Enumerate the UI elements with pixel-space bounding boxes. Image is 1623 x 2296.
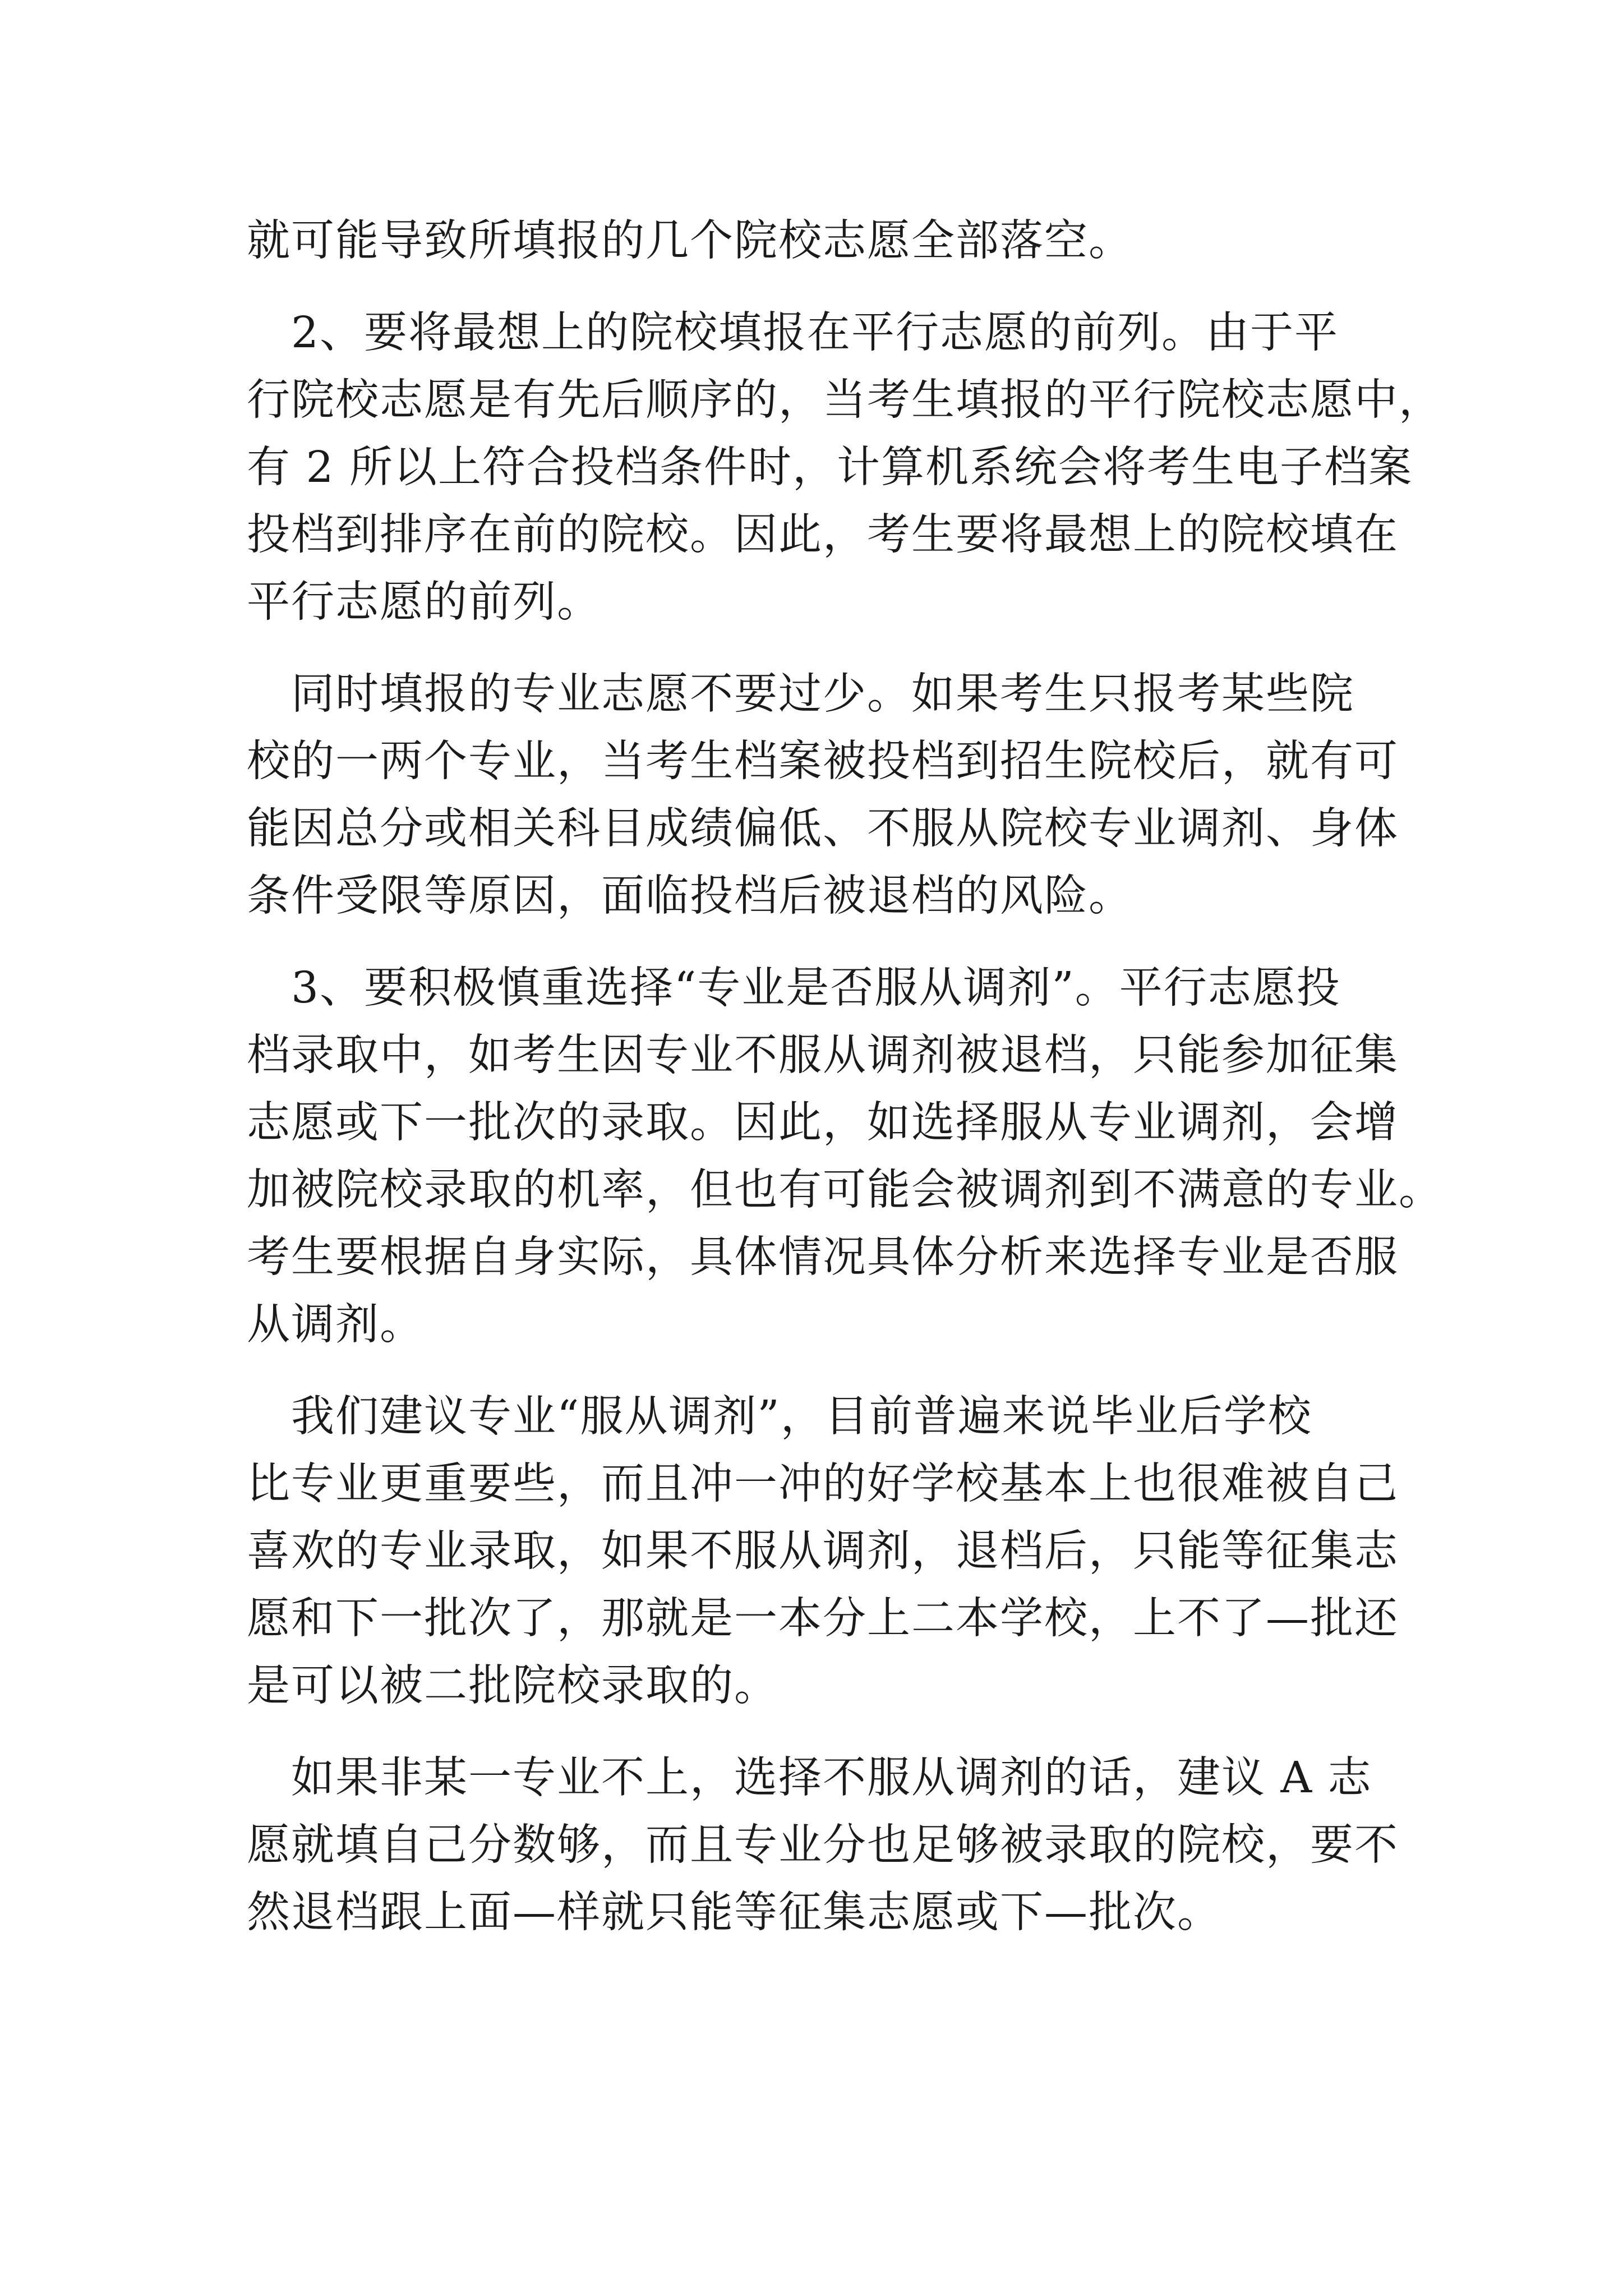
text-line: 平行志愿的前列。 (247, 577, 601, 627)
text-line: 从调剂。 (247, 1300, 424, 1350)
text-line: 然退档跟上面—样就只能等征集志愿或下—批次。 (247, 1888, 1221, 1938)
text-line: 加被院校录取的机率，但也有可能会被调剂到不满意的专业。 (247, 1165, 1443, 1215)
text-line: 喜欢的专业录取，如果不服从调剂，退档后，只能等征集志 (247, 1526, 1399, 1576)
text-line: 有 2 所以上符合投档条件时，计算机系统会将考生电子档案 (247, 443, 1413, 493)
text-line: 能因总分或相关科目成绩偏低、不服从院校专业调剂、身体 (247, 804, 1399, 854)
text-line: 条件受限等原因，面临投档后被退档的风险。 (247, 871, 1133, 921)
text-line: 考生要根据自身实际，具体情况具体分析来选择专业是否服 (247, 1232, 1399, 1282)
text-line: 3、要积极慎重选择“专业是否服从调剂”。平行志愿投 (247, 963, 1341, 1013)
text-line: 同时填报的专业志愿不要过少。如果考生只报考某些院 (247, 669, 1354, 719)
text-line: 我们建议专业“服从调剂”，目前普遍来说毕业后学校 (247, 1392, 1312, 1442)
text-line: 行院校志愿是有先后顺序的，当考生填报的平行院校志愿中， (247, 375, 1443, 425)
body-text (247, 208, 1443, 1947)
text-line: 投档到排序在前的院校。因此，考生要将最想上的院校填在 (247, 510, 1399, 560)
text-line: 是可以被二批院校录取的。 (247, 1661, 778, 1711)
text-line: 愿就填自己分数够，而且专业分也足够被录取的院校，要不 (247, 1820, 1399, 1870)
text-line: 就可能导致所填报的几个院校志愿全部落空。 (247, 216, 1133, 266)
text-line: 2、要将最想上的院校填报在平行志愿的前列。由于平 (247, 308, 1339, 358)
text-line: 档录取中，如考生因专业不服从调剂被退档，只能参加征集 (247, 1030, 1399, 1080)
text-line: 愿和下一批次了，那就是一本分上二本学校，上不了—批还 (247, 1594, 1399, 1644)
text-line: 如果非某一专业不上，选择不服从调剂的话，建议 A 志 (247, 1753, 1372, 1803)
text-line: 志愿或下一批次的录取。因此，如选择服从专业调剂，会增 (247, 1098, 1399, 1148)
text-line: 比专业更重要些，而且冲一冲的好学校基本上也很难被自己 (247, 1459, 1399, 1509)
text-line: 校的一两个专业，当考生档案被投档到招生院校后，就有可 (247, 737, 1399, 786)
